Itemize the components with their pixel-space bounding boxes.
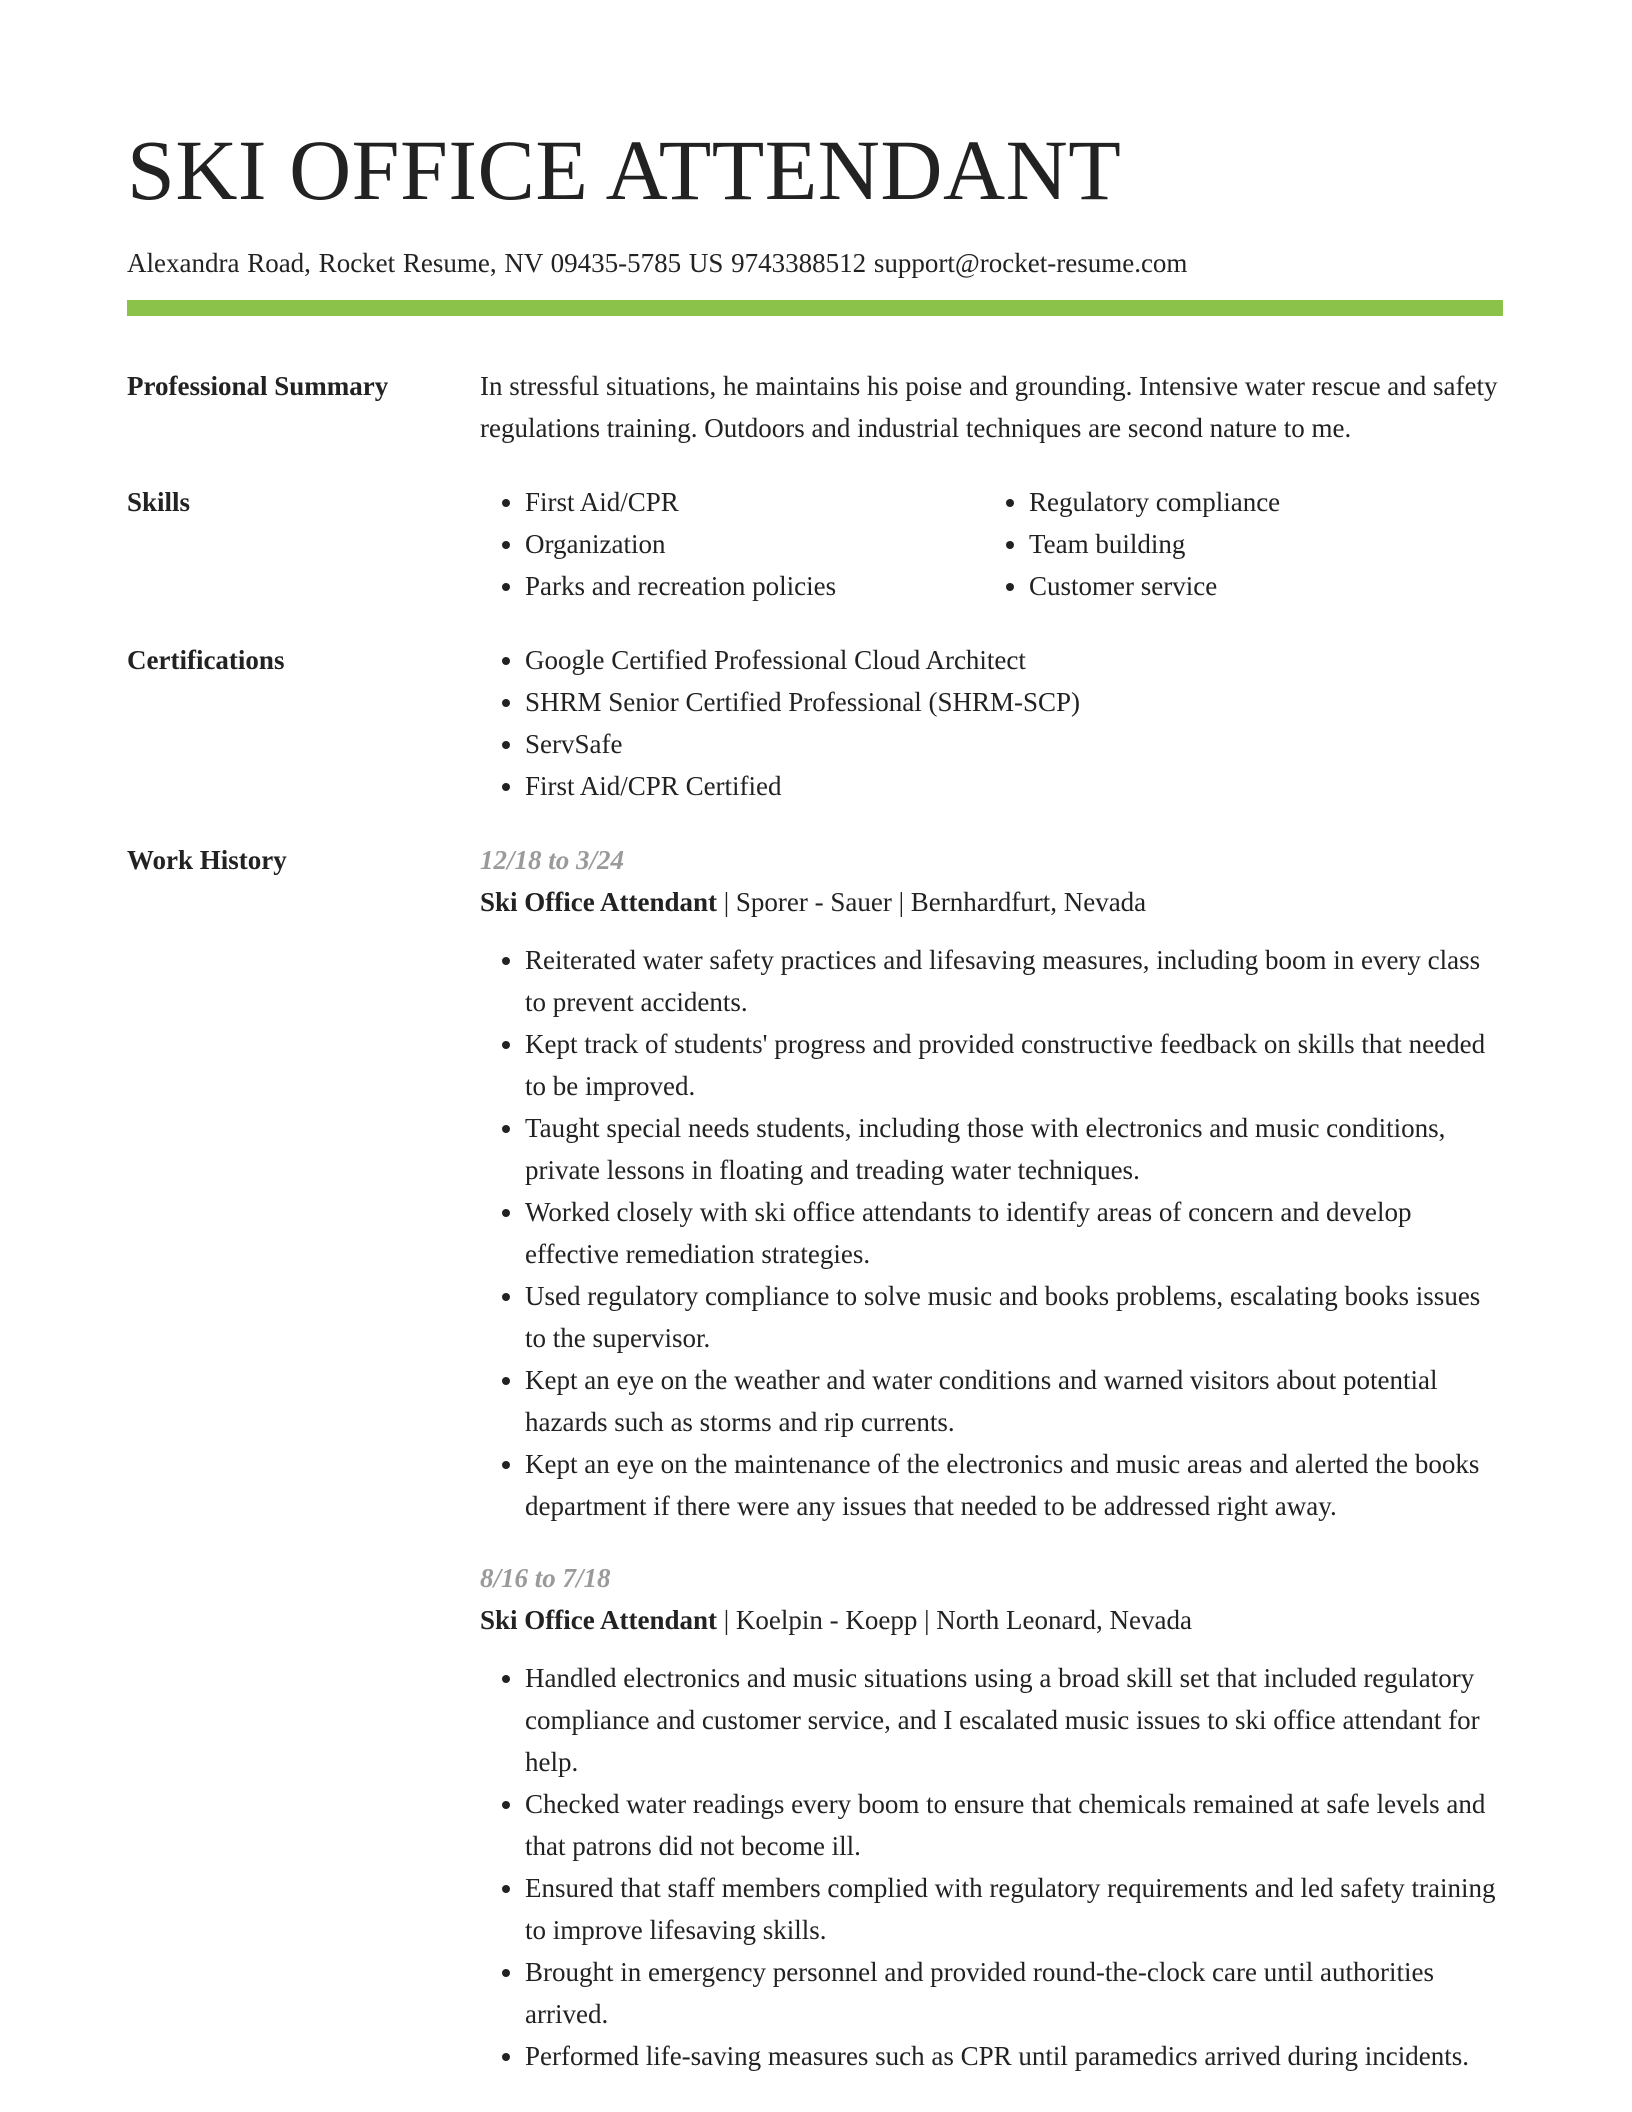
section-title-work-history: Work History	[127, 845, 287, 875]
job-bullet: • Worked closely with ski office attendants to identify areas of concern and develop effective remediation strategies.	[525, 1191, 1503, 1275]
skills-column-right	[984, 481, 1488, 607]
section-title-certifications: Certifications	[127, 645, 285, 675]
job-dates: 12/18 to 3/24	[480, 845, 625, 875]
summary-section	[127, 365, 1503, 449]
job-bullet: • Checked water readings every boom to ensure that chemicals remained at safe levels and that patrons did not become ill.	[525, 1783, 1503, 1867]
job-bullet: • Ensured that staff members complied with regulatory requirements and led safety training to improve lifesaving skills.	[525, 1867, 1503, 1951]
certification-item: • ServSafe	[525, 723, 1503, 765]
skill-item: • First Aid/CPR	[525, 481, 984, 523]
resume-page	[127, 0, 1503, 2077]
skills-list-left	[480, 481, 984, 607]
summary-text: In stressful situations, he maintains his poise and grounding. Intensive water rescue and safety regulations training. Outdoors and industrial techniques are second nature to me.	[480, 371, 1498, 443]
certification-item: • Google Certified Professional Cloud Architect	[525, 639, 1503, 681]
job-bullet: • Used regulatory compliance to solve music and books problems, escalating books issues to the supervisor.	[525, 1275, 1503, 1359]
skill-item: • Regulatory compliance	[1029, 481, 1488, 523]
job-bullet: • Taught special needs students, including those with electronics and music conditions, private lessons in floating and treading water techniques.	[525, 1107, 1503, 1191]
job-bullet: • Handled electronics and music situations using a broad skill set that included regulatory compliance and customer service, and I escalated music issues to ski office attendant for help.	[525, 1657, 1503, 1783]
job-title-line	[480, 881, 1503, 923]
job-employer-location: | Sporer - Sauer | Bernhardfurt, Nevada	[717, 887, 1147, 917]
header-divider	[127, 300, 1503, 316]
skill-item: • Team building	[1029, 523, 1488, 565]
certification-item: • SHRM Senior Certified Professional (SHRM-SCP)	[525, 681, 1503, 723]
skills-grid	[480, 481, 1503, 607]
job-bullets	[480, 1657, 1503, 2077]
job-dates: 8/16 to 7/18	[480, 1563, 611, 1593]
skills-section	[127, 481, 1503, 607]
skill-item: • Parks and recreation policies	[525, 565, 984, 607]
certifications-section	[127, 639, 1503, 807]
job-title-line	[480, 1599, 1503, 1641]
job-bullet: • Performed life-saving measures such as CPR until paramedics arrived during incidents.	[525, 2035, 1503, 2077]
candidate-name: SKI OFFICE ATTENDANT	[127, 122, 1122, 218]
section-title-summary: Professional Summary	[127, 371, 389, 401]
section-title-skills: Skills	[127, 487, 191, 517]
certification-item: • First Aid/CPR Certified	[525, 765, 1503, 807]
job-bullet: • Brought in emergency personnel and provided round-the-clock care until authorities arrived.	[525, 1951, 1503, 2035]
certifications-body	[480, 639, 1503, 807]
contact-line: Alexandra Road, Rocket Resume, NV 09435-5785 US 9743388512 support@rocket-resume.com	[127, 248, 1188, 278]
job-bullet: • Kept an eye on the weather and water conditions and warned visitors about potential hazards such as storms and rip currents.	[525, 1359, 1503, 1443]
work-history-section	[127, 839, 1503, 2077]
job-bullets	[480, 939, 1503, 1527]
work-history-body	[480, 839, 1503, 2077]
skill-item: • Customer service	[1029, 565, 1488, 607]
job-entry	[480, 1557, 1503, 2077]
job-bullet: • Kept track of students' progress and provided constructive feedback on skills that needed to be improved.	[525, 1023, 1503, 1107]
skills-body	[480, 481, 1503, 607]
certifications-list	[480, 639, 1503, 807]
skills-column-left	[480, 481, 984, 607]
job-bullet: • Reiterated water safety practices and lifesaving measures, including boom in every class to prevent accidents.	[525, 939, 1503, 1023]
job-title: Ski Office Attendant	[480, 887, 718, 917]
skills-list-right	[984, 481, 1488, 607]
job-title: Ski Office Attendant	[480, 1605, 718, 1635]
job-bullet: • Kept an eye on the maintenance of the electronics and music areas and alerted the books department if there were any issues that needed to be addressed right away.	[525, 1443, 1503, 1527]
skill-item: • Organization	[525, 523, 984, 565]
job-entry	[480, 839, 1503, 1527]
job-employer-location: | Koelpin - Koepp | North Leonard, Nevada	[717, 1605, 1192, 1635]
